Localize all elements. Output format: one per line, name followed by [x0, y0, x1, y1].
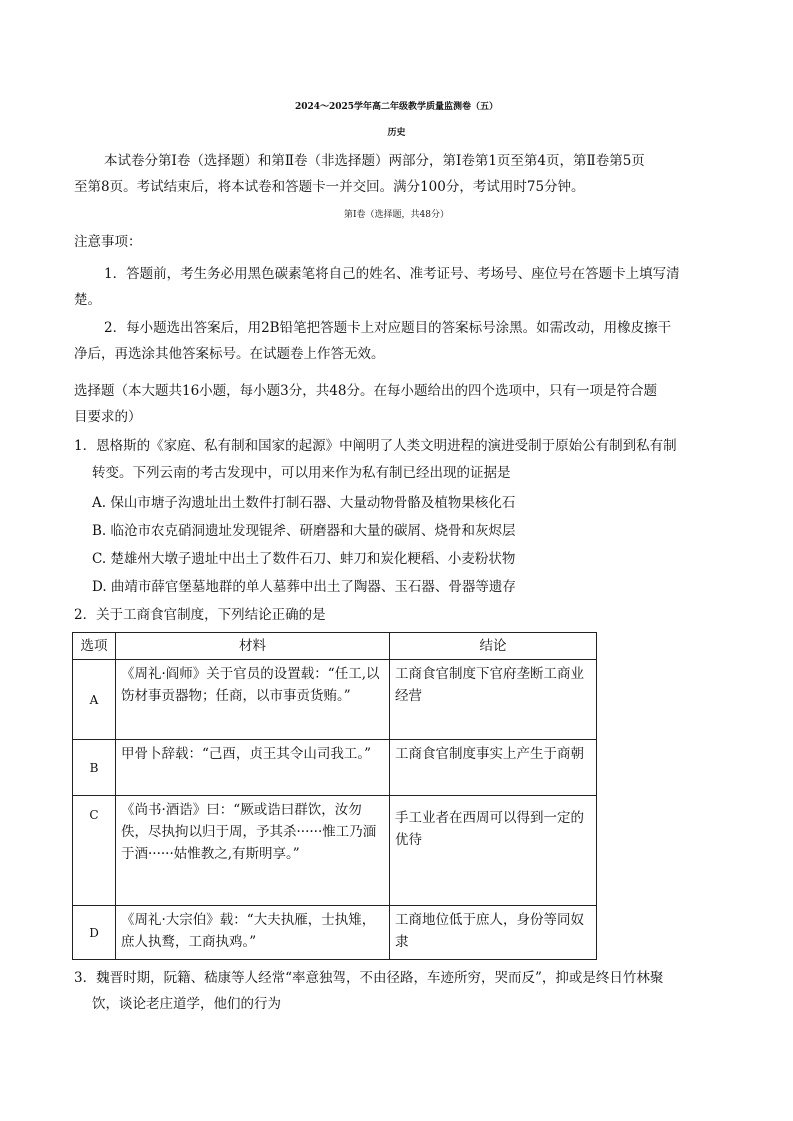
question-3-stem-line-2: 饮，谈论老庄道学，他们的行为 [92, 996, 281, 1012]
header-material: 材料 [116, 633, 390, 660]
intro-line-1: 本试卷分第Ⅰ卷（选择题）和第Ⅱ卷（非选择题）两部分，第Ⅰ卷第1页至第4页，第Ⅱ卷第5页 [104, 153, 645, 169]
table-row [73, 906, 597, 960]
intro-line-2: 至第8页。考试结束后，将本试卷和答题卡一并交回。满分100分，考试用时75分钟。 [74, 179, 585, 195]
question-1-option-c: C. 楚雄州大墩子遗址中出土了数件石刀、蚌刀和炭化粳稻、小麦粉状物 [92, 551, 516, 567]
question-1-option-b: B. 临沧市农克硝洞遗址发现锟斧、研磨器和大量的碳屑、烧骨和灰烬层 [92, 523, 516, 539]
question-3-stem-line-1: 3．魏晋时期，阮籍、嵇康等人经常“率意独驾，不由径路，车迹所穷，哭而反”，抑或是终日竹林聚 [74, 970, 664, 986]
table-row [73, 660, 597, 740]
row-option: B [73, 740, 116, 796]
question-1-option-d: D. 曲靖市薛官堡墓地群的单人墓葬中出土了陶器、玉石器、骨器等遗存 [92, 579, 516, 595]
row-conclusion [390, 660, 597, 740]
row-option: C [73, 796, 116, 906]
question-1-stem-line-2: 转变。下列云南的考古发现中，可以用来作为私有制已经出现的证据是 [92, 465, 511, 481]
notice-item-2-line-2: 净后，再选涂其他答案标号。在试题卷上作答无效。 [74, 346, 385, 362]
section-intro-line-2: 目要求的） [74, 409, 142, 425]
notice-item-1-line-2: 楚。 [74, 292, 101, 308]
row-conclusion [390, 740, 597, 796]
question-2-stem: 2．关于工商食官制度，下列结论正确的是 [74, 607, 326, 623]
notice-heading: 注意事项： [74, 234, 142, 250]
table-row [73, 740, 597, 796]
conclusion-text: 手工业者在西周可以得到一定的优待 [395, 810, 584, 848]
notice-item-1-line-1: 1．答题前，考生务必用黑色碳素笔将自己的姓名、准考证号、考场号、座位号在答题卡上填写清 [104, 266, 680, 282]
material-text: 《周礼·阎师》关于官员的设置载：“任工,以饬材事贡器物；任商，以市事贡货贿。” [121, 666, 380, 704]
row-conclusion [390, 906, 597, 960]
part1-title: 第Ⅰ卷（选择题，共48分） [343, 210, 449, 220]
header-conclusion: 结论 [390, 633, 597, 660]
material-text: 《周礼·大宗伯》载：“大夫执雁，士执雉，庶人执鹜，工商执鸡。” [121, 912, 376, 950]
conclusion-text: 工商食官制度下官府垄断工商业经营 [395, 666, 584, 704]
question-1-option-a: A. 保山市塘子沟遗址出土数件打制石器、大量动物骨骼及植物果核化石 [92, 495, 516, 511]
row-option: A [73, 660, 116, 740]
section-intro-line-1: 选择题（本大题共16小题，每小题3分，共48分。在每小题给出的四个选项中，只有一项是符合题 [74, 383, 657, 399]
subject-title: 历史 [387, 128, 406, 138]
question-1-stem-line-1: 1．恩格斯的《家庭、私有制和国家的起源》中阐明了人类文明进程的演进受制于原始公有制到私有制 [74, 438, 677, 454]
row-material [116, 906, 390, 960]
row-material [116, 660, 390, 740]
conclusion-text: 工商地位低于庶人，身份等同奴隶 [395, 912, 584, 950]
row-material [116, 796, 390, 906]
conclusion-text: 工商食官制度事实上产生于商朝 [395, 746, 584, 762]
notice-item-2-line-1: 2．每小题选出答案后，用2B铅笔把答题卡上对应题目的答案标号涂黑。如需改动，用橡皮擦干 [104, 320, 672, 336]
header-option: 选项 [73, 633, 116, 660]
table-row [73, 796, 597, 906]
table-header-row [73, 633, 597, 660]
material-text: 《尚书·酒诰》曰：“厥或诰曰群饮，汝勿佚，尽执拘以归于周，予其杀······惟工乃湎于酒······姑惟教之,有斯明享。” [121, 802, 377, 862]
row-conclusion [390, 796, 597, 906]
question-2-table [72, 632, 597, 960]
material-text: 甲骨卜辞载：“己酉，贞王其令山司我工。” [121, 746, 372, 762]
row-option: D [73, 906, 116, 960]
row-material [116, 740, 390, 796]
exam-title: 2024～2025学年高二年级教学质量监测卷（五） [294, 102, 499, 112]
